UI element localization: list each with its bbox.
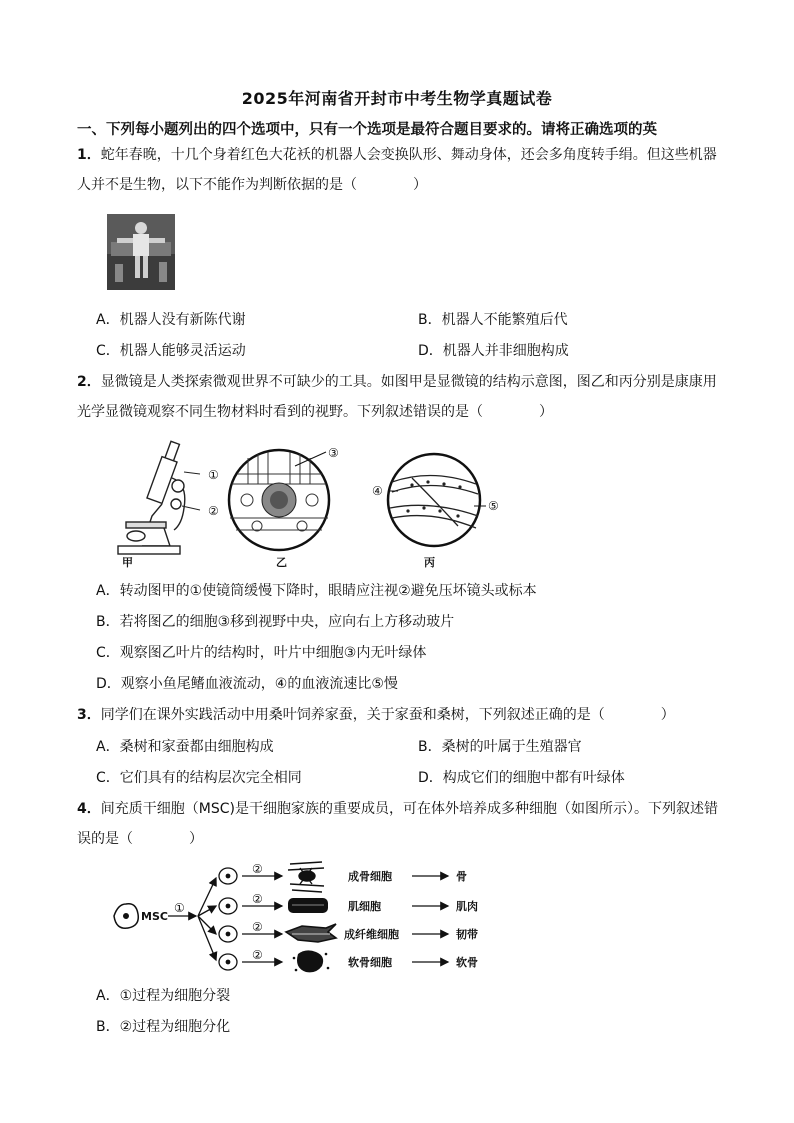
question-1-line2: 人并不是生物，以下不能作为判断依据的是（ ） <box>77 177 427 193</box>
q4-option-b: B．②过程为细胞分化 <box>96 1019 231 1035</box>
process-1-label: ① <box>174 901 185 915</box>
q3-option-d: D．构成它们的细胞中都有叶绿体 <box>418 770 625 786</box>
tissue-label-4: 软骨 <box>456 956 478 969</box>
page-title: 2025年河南省开封市中考生物学真题试卷 <box>241 89 553 108</box>
daughter-cells <box>219 868 237 970</box>
label-bing: 丙 <box>424 556 435 569</box>
label-5: ⑤ <box>488 499 499 513</box>
q1-option-b: B．机器人不能繁殖后代 <box>418 312 568 328</box>
question-number: 1． <box>77 147 101 163</box>
question-1 <box>77 145 717 165</box>
question-number: 2． <box>77 374 101 390</box>
label-2: ② <box>208 504 219 518</box>
label-jia: 甲 <box>122 556 133 569</box>
osteoblast-image <box>288 862 324 892</box>
chondrocyte-image <box>293 950 330 972</box>
microscope-figure <box>112 438 522 570</box>
cell-label-1: 成骨细胞 <box>348 870 392 883</box>
question-3 <box>77 705 675 725</box>
question-2 <box>77 372 717 392</box>
question-text: 显微镜是人类探索微观世界不可缺少的工具。如图甲是显微镜的结构示意图，图乙和丙分别是康康用 <box>100 374 717 390</box>
question-4 <box>77 799 718 819</box>
tissue-label-3: 韧带 <box>456 928 478 941</box>
label-1: ① <box>208 468 219 482</box>
q4-option-a: A．①过程为细胞分裂 <box>96 988 231 1004</box>
muscle-cell-image <box>288 898 328 913</box>
blood-vessel-view <box>388 454 486 546</box>
cell-label-2: 肌细胞 <box>348 900 381 913</box>
process-2-label-row2: ② <box>252 892 263 906</box>
label-yi: 乙 <box>276 556 287 569</box>
microscope-diagram <box>118 441 200 554</box>
question-number: 3． <box>77 707 101 723</box>
question-text: 蛇年春晚，十几个身着红色大花袄的机器人会变换队形、舞动身体，还会多角度转手绢。但这些机器 <box>100 147 717 163</box>
fibroblast-image <box>286 924 336 942</box>
question-number: 4． <box>77 801 101 817</box>
process-2-label-row1: ② <box>252 862 263 876</box>
msc-cell <box>114 904 138 929</box>
q1-option-a: A．机器人没有新陈代谢 <box>96 312 246 328</box>
robot-photo <box>107 214 175 290</box>
q1-option-c: C．机器人能够灵活运动 <box>96 343 246 359</box>
question-2-line2: 光学显微镜观察不同生物材料时看到的视野。下列叙述错误的是（ ） <box>77 404 553 420</box>
q2-option-d: D．观察小鱼尾鳍血液流动，④的血液流速比⑤慢 <box>96 676 398 692</box>
label-3: ③ <box>328 446 339 460</box>
q2-option-c: C．观察图乙叶片的结构时，叶片中细胞③内无叶绿体 <box>96 645 427 661</box>
question-4-line2: 误的是（ ） <box>77 831 203 847</box>
cell-label-4: 软骨细胞 <box>348 956 392 969</box>
q3-option-b: B．桑树的叶属于生殖器官 <box>418 739 582 755</box>
msc-differentiation-diagram <box>112 858 502 978</box>
msc-label: MSC <box>141 910 168 923</box>
label-4: ④ <box>372 484 383 498</box>
q3-option-c: C．它们具有的结构层次完全相同 <box>96 770 302 786</box>
process-2-label-row3: ② <box>252 920 263 934</box>
q2-option-a: A．转动图甲的①使镜筒缓慢下降时，眼睛应注视②避免压坏镜头或标本 <box>96 583 537 599</box>
q1-option-d: D．机器人并非细胞构成 <box>418 343 569 359</box>
q3-option-a: A．桑树和家蚕都由细胞构成 <box>96 739 274 755</box>
question-text: 间充质干细胞（MSC)是干细胞家族的重要成员，可在体外培养成多种细胞（如图所示）。下列叙述错 <box>100 801 718 817</box>
section-heading: 一、下列每小题列出的四个选项中，只有一个选项是最符合题目要求的。请将正确选项的英 <box>77 122 657 138</box>
cell-label-3: 成纤维细胞 <box>344 928 399 941</box>
q2-option-b: B．若将图乙的细胞③移到视野中央，应向右上方移动玻片 <box>96 614 455 630</box>
leaf-section-view <box>229 450 329 550</box>
tissue-label-1: 骨 <box>456 870 467 883</box>
tissue-label-2: 肌肉 <box>456 900 478 913</box>
question-text: 同学们在课外实践活动中用桑叶饲养家蚕，关于家蚕和桑树，下列叙述正确的是（ ） <box>100 707 675 723</box>
process-2-label-row4: ② <box>252 948 263 962</box>
